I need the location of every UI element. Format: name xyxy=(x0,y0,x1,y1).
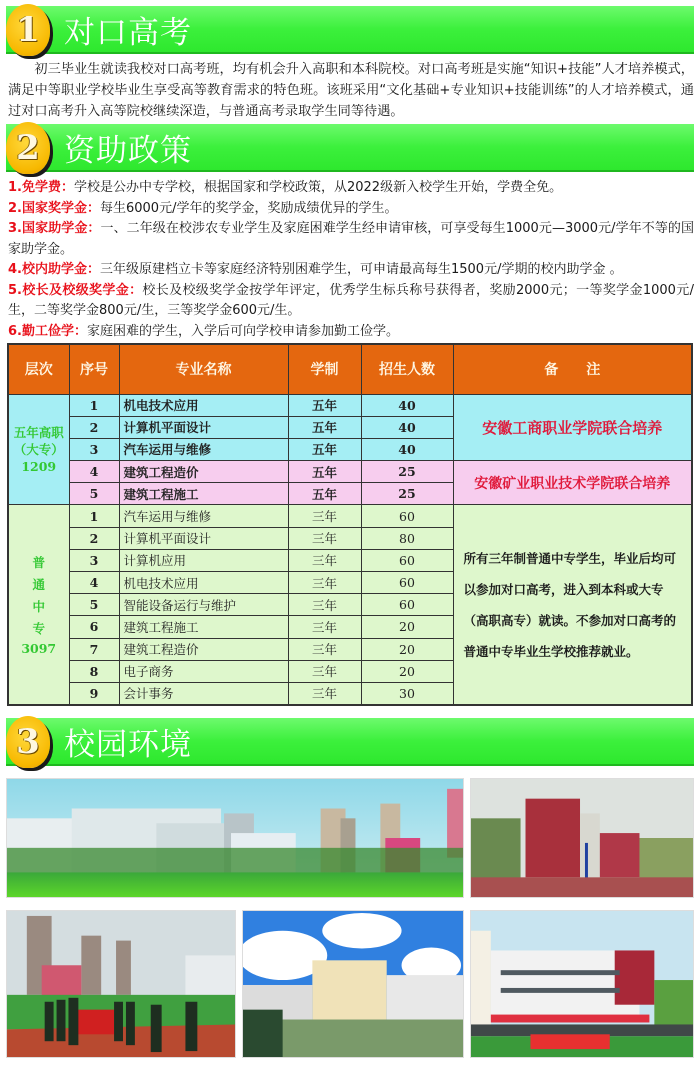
major-name: 会计事务 xyxy=(119,682,288,704)
policy-text: 三年级原建档立卡等家庭经济特别困难学生，可申请最高每生1500元/学期的校内助学金 。 xyxy=(99,262,623,277)
row-number: 4 xyxy=(69,572,119,594)
row-number: 5 xyxy=(69,594,119,616)
duration: 三年 xyxy=(288,616,361,638)
section-title: 资助政策 xyxy=(64,132,192,169)
enrollment-count: 60 xyxy=(361,572,453,594)
major-name: 机电技术应用 xyxy=(119,394,288,416)
major-name: 计算机平面设计 xyxy=(119,416,288,438)
row-number: 2 xyxy=(69,416,119,438)
policy-label: 4.校内助学金： xyxy=(8,262,100,277)
section-title: 对口高考 xyxy=(64,14,192,51)
major-name: 计算机应用 xyxy=(119,549,288,571)
enrollment-count: 25 xyxy=(361,461,453,483)
level-cell-five-year xyxy=(8,394,69,505)
policy-text: 校长及校级奖学金按学年评定，优秀学生标兵称号获得者，奖励2000元；一等奖学金1000元/生，二等奖学金800元/生，三等奖学金600元/生。 xyxy=(8,282,694,318)
level-label: 五年高职 xyxy=(13,424,64,440)
major-name: 计算机平面设计 xyxy=(119,527,288,549)
duration: 三年 xyxy=(288,660,361,682)
level-char: 中 xyxy=(32,599,45,615)
major-name: 建筑工程施工 xyxy=(119,616,288,638)
partner-college-note: 安徽工商职业学院联合培养 xyxy=(482,418,663,437)
row-number: 2 xyxy=(69,527,119,549)
enrollment-count: 20 xyxy=(361,616,453,638)
level-char: 普 xyxy=(32,555,45,571)
enrollment-count: 20 xyxy=(361,638,453,660)
note-cell xyxy=(453,461,692,505)
row-number: 4 xyxy=(69,461,119,483)
enrollment-count: 40 xyxy=(361,394,453,416)
duration: 三年 xyxy=(288,638,361,660)
policy-text: 每生6000元/学年的奖学金，奖励成绩优异的学生。 xyxy=(99,200,398,216)
campus-sports-field-photo xyxy=(6,778,464,898)
policy-label: 3.国家助学金： xyxy=(8,221,101,236)
enrollment-count: 40 xyxy=(361,438,453,460)
row-number: 1 xyxy=(69,505,119,527)
duration: 五年 xyxy=(288,416,361,438)
flag-guard-photo xyxy=(6,910,236,1058)
level-count: 3097 xyxy=(21,641,57,657)
duration: 三年 xyxy=(288,594,361,616)
red-building-basketball-photo xyxy=(470,778,694,898)
duration: 三年 xyxy=(288,527,361,549)
note-cell xyxy=(453,394,692,461)
teaching-building-garden-photo xyxy=(470,910,694,1058)
policy-item xyxy=(8,322,694,343)
duration: 五年 xyxy=(288,438,361,460)
policy-item xyxy=(8,260,694,281)
policy-label: 5.校长及校级奖学金： xyxy=(8,282,143,298)
policy-label: 6.勤工俭学： xyxy=(8,323,87,339)
duration: 三年 xyxy=(288,549,361,571)
section-banner-3 xyxy=(6,718,694,766)
row-number: 3 xyxy=(69,438,119,460)
level-sublabel: （大专） xyxy=(13,441,64,457)
duration: 五年 xyxy=(288,461,361,483)
major-name: 汽车运用与维修 xyxy=(119,438,288,460)
header-level: 层次 xyxy=(8,344,69,394)
header-major-name: 专业名称 xyxy=(119,344,288,394)
duration: 五年 xyxy=(288,483,361,505)
table-row xyxy=(8,505,692,527)
major-name: 建筑工程施工 xyxy=(119,483,288,505)
section-banner-2 xyxy=(6,124,694,172)
row-number: 3 xyxy=(69,549,119,571)
row-number: 9 xyxy=(69,682,119,704)
major-name: 汽车运用与维修 xyxy=(119,505,288,527)
level-char: 通 xyxy=(32,577,45,593)
intro-paragraph: 初三毕业生就读我校对口高考班，均有机会升入高职和本科院校。对口高考班是实施“知识+技能”人才培养模式，满足中等职业学校毕业生享受高等教育需求的特色班。该班采用“文化基础+专业知识+技能训练”的人才培养模式，通过对口高考升入高等院校继续深造，与普通高考录取学生同等待遇。 xyxy=(8,62,694,119)
row-number: 6 xyxy=(69,616,119,638)
level-char: 专 xyxy=(32,621,45,637)
major-name: 建筑工程造价 xyxy=(119,638,288,660)
campus-aerial-photo xyxy=(242,910,464,1058)
table-row xyxy=(8,394,692,416)
enrollment-count: 80 xyxy=(361,527,453,549)
row-number: 5 xyxy=(69,483,119,505)
enrollment-count: 20 xyxy=(361,660,453,682)
policy-item xyxy=(8,199,694,220)
enrollment-count: 60 xyxy=(361,549,453,571)
enrollment-table xyxy=(7,343,693,706)
enrollment-count: 60 xyxy=(361,505,453,527)
row-number: 8 xyxy=(69,660,119,682)
table-header-row xyxy=(8,344,692,394)
policy-label: 1.免学费： xyxy=(8,180,74,195)
policy-item xyxy=(8,281,694,322)
policy-item xyxy=(8,219,694,260)
secondary-note-cell: 所有三年制普通中专学生，毕业后均可以参加对口高考，进入到本科或大专（高职高专）就读。不参加对口高考的普通中专毕业生学校推荐就业。 xyxy=(453,505,692,705)
duration: 三年 xyxy=(288,505,361,527)
header-number: 序号 xyxy=(69,344,119,394)
policy-text: 学校是公办中专学校，根据国家和学校政策，从2022级新入校学生开始，学费全免。 xyxy=(73,180,563,195)
policy-label: 2.国家奖学金： xyxy=(8,200,100,216)
partner-college-note: 安徽矿业职业技术学院联合培养 xyxy=(474,475,671,492)
header-duration: 学制 xyxy=(288,344,361,394)
table-row xyxy=(8,461,692,483)
enrollment-count: 25 xyxy=(361,483,453,505)
enrollment-count: 60 xyxy=(361,594,453,616)
policy-text: 一、二年级在校涉农专业学生及家庭困难学生经申请审核，可享受每生1000元—3000元/学年不等的国家助学金。 xyxy=(8,221,694,257)
duration: 五年 xyxy=(288,394,361,416)
level-cell-secondary xyxy=(8,505,69,705)
header-note: 备 注 xyxy=(453,344,692,394)
enrollment-count: 40 xyxy=(361,416,453,438)
policy-list xyxy=(8,178,694,342)
number-badge-icon: 3 xyxy=(6,716,50,768)
major-name: 建筑工程造价 xyxy=(119,461,288,483)
major-name: 智能设备运行与维护 xyxy=(119,594,288,616)
major-name: 电子商务 xyxy=(119,660,288,682)
header-enrollment: 招生人数 xyxy=(361,344,453,394)
duration: 三年 xyxy=(288,572,361,594)
section-title: 校园环境 xyxy=(64,726,192,763)
row-number: 1 xyxy=(69,394,119,416)
number-badge-icon: 2 xyxy=(6,122,50,174)
policy-text: 家庭困难的学生，入学后可向学校申请参加勤工俭学。 xyxy=(86,323,399,339)
major-name: 机电技术应用 xyxy=(119,572,288,594)
section-banner-1 xyxy=(6,6,694,54)
enrollment-count: 30 xyxy=(361,682,453,704)
number-badge-icon: 1 xyxy=(6,4,50,56)
row-number: 7 xyxy=(69,638,119,660)
level-count: 1209 xyxy=(21,458,57,474)
policy-item xyxy=(8,178,694,199)
duration: 三年 xyxy=(288,682,361,704)
